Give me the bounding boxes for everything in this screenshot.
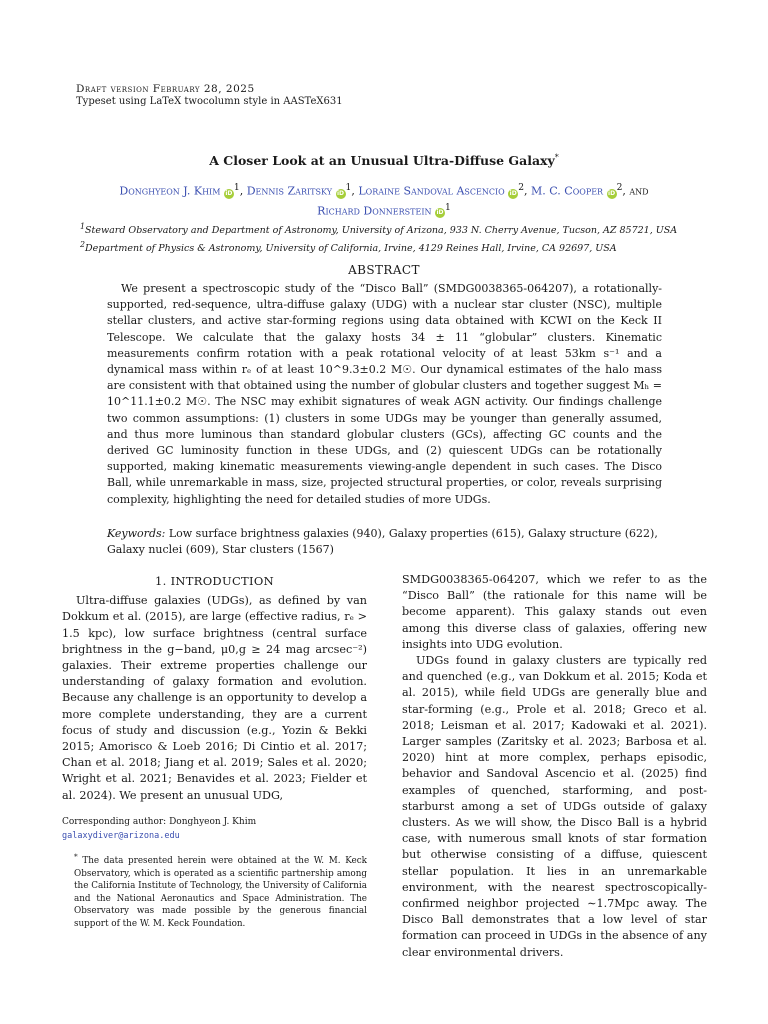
affiliation-number: 2 [80, 240, 86, 250]
author-affiliation: 2 [616, 182, 623, 193]
author-name[interactable]: M. C. Cooper [531, 184, 604, 198]
column-right [402, 572, 707, 961]
affiliation-text: Department of Physics & Astronomy, University of California, Irvine, 4129 Reines Hall, Irvine, CA 92697, USA [85, 243, 617, 255]
keywords-label: Keywords: [107, 527, 166, 540]
orcid-icon[interactable]: iD [336, 189, 345, 197]
keywords [107, 526, 667, 558]
affiliation-number: 1 [80, 222, 86, 231]
orcid-icon[interactable]: iD [436, 209, 444, 217]
typeset-note: Typeset using LaTeX twocolumn style in AASTeX631 [76, 96, 343, 107]
corresponding-author-text: Corresponding author: Donghyeon J. Khim [62, 817, 257, 827]
intro-paragraph: UDGs found in galaxy clusters are typically red and quenched (e.g., van Dokkum et al. 2015; Koda et al. 2015), while field UDGs are generally blue and star-forming (e.g., Prole et al. 2018; Greco et al. 2018; Leisman et al. 2017; Kadowaki et al. 2021). Larger samples (Zaritsky et al. 2023; Barbosa et al. 2020) hint at more complex, perhaps episodic, behavior and Sandoval Ascencio et al. (2025) find examples of quenched, starforming, and post-starburst among a set of UDGs outside of galaxy clusters. As we will show, the Disco Ball is a hybrid case, with numerous small knots of star formation but otherwise consisting of a diffuse, quiescent stellar population. It lies in an unremarkable environment, with the nearest spectroscopically-confirmed neighbor projected ∼1.7Mpc away. The Disco Ball demonstrates that a low level of star formation can proceed in UDGs in the absence of any clear environmental drivers. [402, 654, 707, 959]
keywords-list: Low surface brightness galaxies (940), Galaxy properties (615), Galaxy structure (622), Galaxy nuclei (609), Star clusters (1567) [107, 527, 658, 556]
corresponding-author [62, 815, 256, 843]
affiliation-item [80, 238, 700, 256]
affiliation-list [80, 220, 700, 256]
section-heading: 1. INTRODUCTION [155, 574, 274, 588]
intro-paragraph: Ultra-diffuse galaxies (UDGs), as defined by van Dokkum et al. (2015), are large (effective radius, rₑ > 1.5 kpc), low surface brightness (central surface brightness in the g−band, μ0,g ≥ 24 mag arcsec⁻²) galaxies. Their extreme properties challenge our understanding of galaxy formation and evolution. Because any challenge is an opportunity to develop a more complete understanding, they are a current focus of study and discussion (e.g., Yozin & Bekki 2015; Amorisco & Loeb 2016; Di Cintio et al. 2017; Chan et al. 2018; Jiang et al. 2019; Sales et al. 2020; Wright et al. 2021; Benavides et al. 2023; Fielder et al. 2024). We present an unusual UDG, [62, 594, 367, 802]
author-name[interactable]: Donghyeon J. Khim [119, 184, 221, 198]
intro-paragraph: SMDG0038365-064207, which we refer to as the “Disco Ball” (the rationale for this name will be become apparent). This galaxy stands out even among this diverse class of galaxies, offering new insights into UDG evolution. [402, 573, 707, 651]
title-footnote-mark: * [554, 153, 559, 162]
paper-title [0, 153, 768, 168]
author-name[interactable]: Richard Donnerstein [317, 204, 432, 218]
orcid-icon[interactable]: iD [608, 189, 616, 197]
author-affiliation: 1 [444, 201, 451, 213]
authors-conjunction: and [629, 184, 649, 198]
author-affiliation: 2 [518, 182, 525, 193]
abstract-heading: ABSTRACT [348, 263, 420, 277]
footnote [74, 851, 367, 930]
title-text: A Closer Look at an Unusual Ultra-Diffuse Galaxy [209, 153, 555, 169]
author-name[interactable]: Loraine Sandoval Ascencio [358, 184, 505, 198]
author-name[interactable]: Dennis Zaritsky [246, 184, 332, 198]
author-email-link[interactable]: galaxydiver@arizona.edu [62, 831, 180, 841]
abstract-text: We present a spectroscopic study of the “Disco Ball” (SMDG0038365-064207), a rotationally-supported, red-sequence, ultra-diffuse galaxy (UDG) with a nuclear star cluster (NSC), multiple stellar clusters, and active star-forming regions using data obtained with KCWI on the Keck II Telescope. We calculate that the galaxy hosts 34 ± 11 “globular” clusters. Kinematic measurements confirm rotation with a peak rotational velocity of at least 53km s⁻¹ and a dynamical mass within rₑ of at least 10^9.3±0.2 M☉. Our dynamical estimates of the halo mass are consistent with that obtained using the number of globular clusters and together suggest Mₕ = 10^11.1±0.2 M☉. The NSC may exhibit signatures of weak AGN activity. Our findings challenge two common assumptions: (1) clusters in some UDGs may be younger than generally assumed, and thus more luminous than standard globular clusters (GCs), affecting GC counts and the derived GC luminosity function in these UDGs, and (2) quiescent UDGs can be rotationally supported, making kinematic measurements viewing-angle dependent in such cases. The Disco Ball, while unremarkable in mass, size, projected structural properties, or color, reveals surprising complexity, highlighting the need for detailed studies of more UDGs. [107, 282, 662, 506]
author-affiliation: 1 [233, 182, 240, 193]
footnote-text: The data presented herein were obtained at the W. M. Keck Observatory, which is operated as a scientific partnership among the California Institute of Technology, the University of California and the National Aeronautics and Space Administration. The Observatory was made possible by the generous financial support of the W. M. Keck Foundation. [74, 855, 368, 929]
footnote-mark: * [74, 852, 78, 861]
column-left [62, 573, 367, 804]
draft-version: Draft version February 28, 2025 [76, 83, 255, 95]
orcid-icon[interactable]: iD [509, 189, 517, 197]
affiliation-text: Steward Observatory and Department of Astronomy, University of Arizona, 933 N. Cherry Avenue, Tucson, AZ 85721, USA [85, 225, 678, 237]
author-list: Donghyeon J. Khim $iD^1$, Dennis Zaritsky $iD^1$, Loraine Sandoval Ascencio $iD^2$, M. C. Cooper $iD^2$, and Richard Donnerstein $iD^1$ [119, 182, 649, 218]
orcid-icon[interactable]: iD [225, 189, 233, 197]
affiliation-item [80, 220, 700, 238]
author-affiliation: 1 [345, 182, 352, 193]
